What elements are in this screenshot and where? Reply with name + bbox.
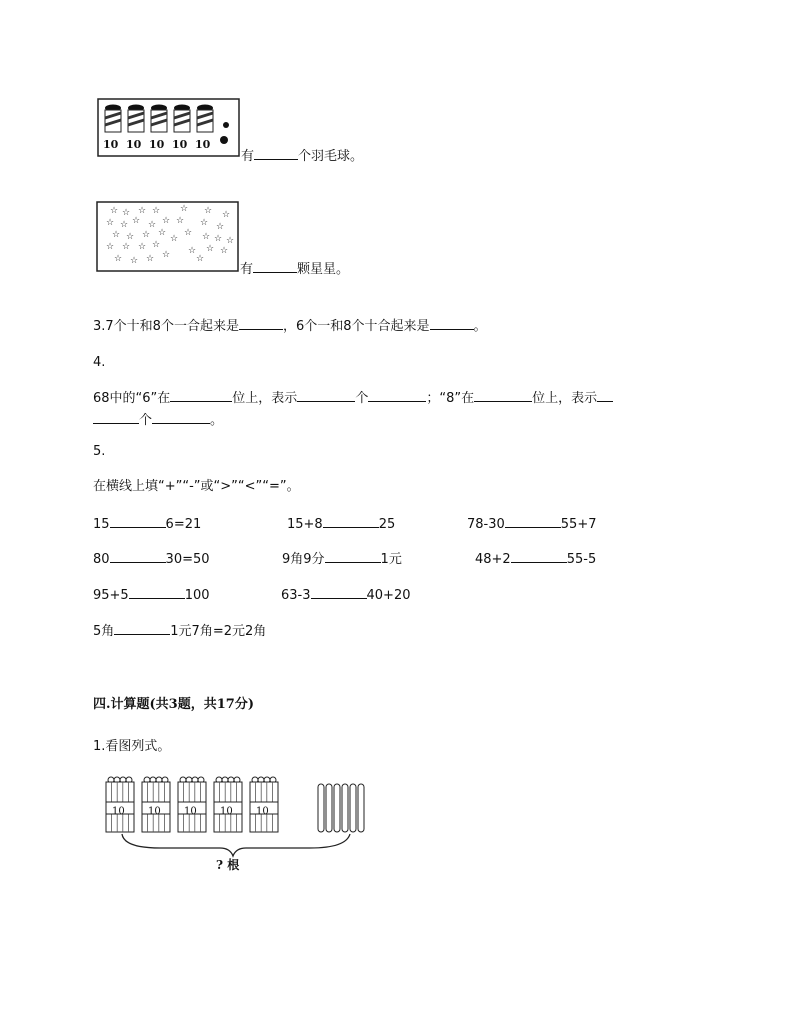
section4-q1-label: 1.看图列式。 [93,739,171,754]
q5-item-2-right: 25 [378,517,396,532]
star-icon: ☆ [145,254,155,264]
tube-label-4: 10 [172,138,188,151]
q2-blank[interactable] [253,260,297,273]
q5-item-6-right: 55-5 [566,552,597,567]
q4-p7: 。 [210,413,224,428]
q2-prefix: 有 [240,262,254,277]
q5-item-5 [282,550,402,568]
star-icon: ☆ [113,254,123,264]
q5-item-1-right: 6=21 [165,517,202,532]
q5-item-1-blank[interactable] [110,515,166,528]
badminton-tube-icon [197,105,213,133]
tube-label-2: 10 [126,138,142,151]
star-icon: ☆ [137,206,147,216]
q5-item-3-right: 55+7 [560,517,597,532]
q5-item-6 [475,550,596,568]
star-icon: ☆ [213,234,223,244]
star-icon: ☆ [151,240,161,250]
q5-item-7-right: 100 [184,588,210,603]
badminton-tube-icon [105,105,121,133]
brace-label: ? 根 [216,858,240,872]
badminton-tubes-illustration [97,98,241,158]
star-icon: ☆ [121,208,131,218]
star-icon: ☆ [151,206,161,216]
section4-heading: 四.计算题(共3题，共17分) [93,697,254,712]
bundle-label-5: 10 [256,806,269,817]
star-icon: ☆ [169,234,179,244]
q4-blank-4[interactable] [474,389,532,402]
q5-instruction: 在横线上填“+”“-”或“>”“<”“=”。 [93,479,300,494]
q5-item-9-blank[interactable] [114,622,170,635]
star-icon: ☆ [119,220,129,230]
q3-part1: 3.7个十和8个一合起来是 [93,319,239,334]
q4-blank-3[interactable] [368,389,426,402]
q4-number: 4. [93,355,106,370]
q1-prefix: 有 [241,149,255,164]
q5-number: 5. [93,444,106,459]
q5-item-5-blank[interactable] [325,550,381,563]
stick-bundle-icon [214,777,242,832]
star-icon: ☆ [141,230,151,240]
star-icon: ☆ [203,206,213,216]
star-icon: ☆ [195,254,205,264]
stick-bundle-icon [106,777,134,832]
q5-item-6-left: 48+2 [475,552,511,567]
q5-item-2-blank[interactable] [323,515,379,528]
star-icon: ☆ [129,256,139,266]
q4-p5: 位上，表示 [532,391,598,406]
star-icon: ☆ [111,230,121,240]
q5-item-6-blank[interactable] [511,550,567,563]
star-icon: ☆ [105,218,115,228]
q5-item-9-left: 5角 [93,624,115,639]
star-icon: ☆ [157,228,167,238]
star-icon: ☆ [105,242,115,252]
loose-stick-icon [318,784,324,832]
star-icon: ☆ [175,216,185,226]
q5-item-9-right: 1元7角=2元2角 [170,624,267,639]
loose-stick-icon [334,784,340,832]
q4-p4: ；“8”在 [426,391,475,406]
q1-suffix: 个羽毛球。 [298,149,364,164]
q5-item-3-left: 78-30 [467,517,505,532]
q5-item-1-left: 15 [93,517,110,532]
tube-label-5: 10 [195,138,211,151]
q5-item-8-blank[interactable] [311,586,367,599]
star-icon: ☆ [205,244,215,254]
star-icon: ☆ [109,206,119,216]
q5-item-7-blank[interactable] [129,586,185,599]
star-icon: ☆ [137,242,147,252]
q4-line-2 [93,411,223,429]
star-icon: ☆ [221,210,231,220]
q2-answer-line [240,260,349,278]
q1-blank[interactable] [254,147,298,160]
q5-item-5-left: 9角9分 [282,552,325,567]
q4-blank-6[interactable] [152,411,210,424]
star-icon: ☆ [161,216,171,226]
q5-item-3 [467,515,597,533]
star-icon: ☆ [225,236,235,246]
stars-illustration [96,201,240,273]
star-icon: ☆ [147,220,157,230]
loose-stick-icon [342,784,348,832]
star-icon: ☆ [201,232,211,242]
q5-item-3-blank[interactable] [505,515,561,528]
q3-blank-1[interactable] [239,317,283,330]
badminton-figure [97,98,241,158]
q5-item-7 [93,586,210,604]
q5-item-2-left: 15+8 [287,517,323,532]
star-icon: ☆ [183,228,193,238]
q5-item-8-right: 40+20 [366,588,411,603]
q4-line-1 [93,389,613,407]
q1-answer-line [241,147,363,165]
badminton-tube-icon [128,105,144,133]
q4-blank-1[interactable] [170,389,232,402]
q5-item-5-right: 1元 [380,552,402,567]
star-icon: ☆ [179,204,189,214]
q5-item-2 [287,515,395,533]
q4-blank-5a[interactable] [597,389,613,402]
stick-bundle-icon [178,777,206,832]
q5-item-4-left: 80 [93,552,110,567]
loose-stick-icon [326,784,332,832]
q5-item-9 [93,622,266,640]
tube-label-3: 10 [149,138,165,151]
q3-part3: 。 [473,319,487,334]
q4-p3: 个 [355,391,369,406]
q4-blank-5b[interactable] [93,411,139,424]
q5-item-4-right: 30=50 [165,552,210,567]
bundle-label-4: 10 [220,806,233,817]
star-icon: ☆ [125,232,135,242]
q3-line [93,317,487,335]
q4-blank-2[interactable] [297,389,355,402]
q3-part2: ，6个一和8个十合起来是 [282,319,430,334]
stars-figure [96,201,240,273]
loose-stick-icon [358,784,364,832]
q5-item-7-left: 95+5 [93,588,129,603]
star-icon: ☆ [199,218,209,228]
q3-blank-2[interactable] [430,317,474,330]
badminton-tube-icon [151,105,167,133]
q5-item-4-blank[interactable] [110,550,166,563]
q5-item-8-left: 63-3 [281,588,311,603]
q5-item-4 [93,550,210,568]
bundle-label-3: 10 [184,806,197,817]
star-icon: ☆ [121,242,131,252]
loose-stick-icon [350,784,356,832]
stick-bundle-icon [250,777,278,832]
q4-p1: 68中的“6”在 [93,391,171,406]
sticks-figure [100,772,370,880]
q4-p2: 位上，表示 [232,391,298,406]
star-icon: ☆ [215,222,225,232]
bundle-label-2: 10 [148,806,161,817]
star-icon: ☆ [219,246,229,256]
bundle-label-1: 10 [112,806,125,817]
q5-item-1 [93,515,201,533]
q4-p6: 个 [139,413,153,428]
star-icon: ☆ [131,216,141,226]
stick-bundle-icon [142,777,170,832]
star-icon: ☆ [161,250,171,260]
star-icon: ☆ [187,246,197,256]
badminton-tube-icon [174,105,190,133]
q2-suffix: 颗星星。 [297,262,350,277]
q5-item-8 [281,586,411,604]
tube-label-1: 10 [103,138,119,151]
